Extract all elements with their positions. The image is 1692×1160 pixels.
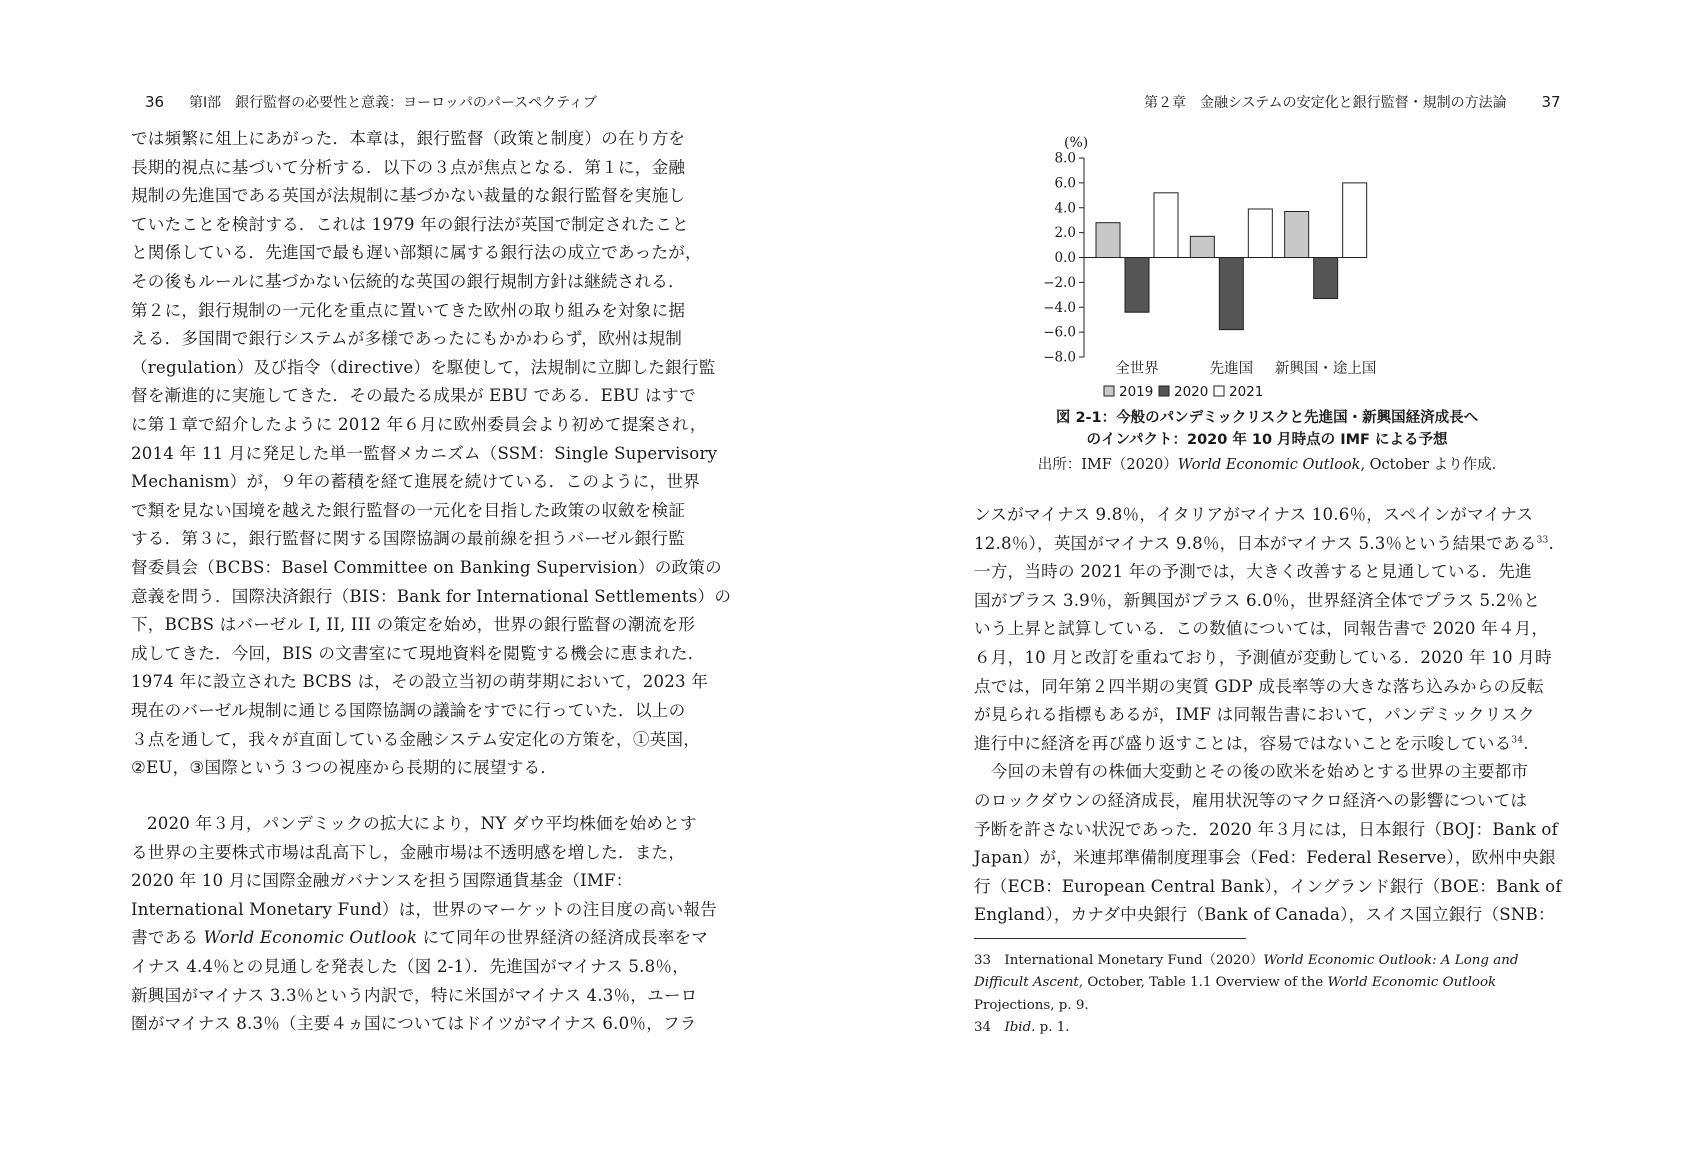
footnote-33-line-3: Projections, p. 9. (974, 997, 1089, 1013)
running-head-right: 第２章 金融システムの安定化と銀行監督・規制の方法論 (1144, 95, 1507, 111)
y-tick-label: 0.0 (1054, 250, 1076, 266)
source-title: World Economic Outlook (1177, 457, 1361, 473)
fn33-prefix: 33 International Monetary Fund（2020） (974, 953, 1264, 968)
fn33-title-3: World Economic Outlook (1327, 975, 1497, 991)
page-number-right: 37 (1541, 93, 1561, 111)
category-label: 新興国・途上国 (1274, 361, 1377, 377)
right-line-3: 一方，当時の 2021 年の予測では，大きく改善すると見通している．先進 (974, 562, 1532, 582)
footnote-rule (974, 938, 1246, 939)
para2-line-4: International Monetary Fund）は，世界のマーケットの注目度の高い報告 (131, 899, 717, 919)
para2-line-1: 2020 年３月，パンデミックの拡大により，NY ダウ平均株価を始めとす (147, 814, 697, 833)
body-line: その後もルールに基づかない伝統的な英国の銀行規制方針は継続される． (131, 272, 685, 291)
right-page (846, 0, 1692, 1160)
body-line: で類を見ない国境を越えた銀行監督の一元化を目指した政策の収斂を検証 (131, 500, 686, 520)
body-line: のロックダウンの経済成長，雇用状況等のマクロ経済への影響については (974, 791, 1528, 810)
bar-2019 (1096, 223, 1120, 258)
legend-label: 2019 (1119, 384, 1154, 400)
footnote-ref-34[interactable]: 34 (1511, 735, 1524, 746)
right-line-9-text: 進行中に経済を再び盛り返すことは，容易ではないことを示唆している (974, 733, 1512, 753)
fn34-ibid: Ibid (1004, 1020, 1032, 1036)
para2-line-8: 圏がマイナス 8.3％（主要４ヵ国についてはドイツがマイナス 6.0％，フラ (131, 1014, 697, 1034)
body-line: える．多国間で銀行システムが多様であったにもかかわらず，欧州は規制 (131, 329, 683, 349)
body-line: する．第３に，銀行監督に関する国際協調の最前線を担うバーゼル銀行監 (131, 529, 685, 549)
fn33-middle: , October, Table 1.1 Overview of the (1078, 975, 1328, 991)
body-line: 督を漸進的に実施してきた．その最たる成果が EBU である．EBU はすで (131, 386, 696, 406)
body-line: ②EU，③国際という３つの視座から長期的に展望する． (131, 758, 558, 778)
fn34-suffix: . p. 1. (1031, 1020, 1070, 1036)
right-line-9-end: . (1523, 733, 1529, 753)
body-line: 行（ECB：European Central Bank），イングランド銀行（BOE：Bank of (974, 876, 1562, 896)
category-label: 先進国 (1209, 361, 1254, 377)
fn34-prefix: 34 (974, 1020, 1005, 1036)
body-line: 2014 年 11 月に発足した単一監督メカニズム（SSM：Single Supervisory (131, 443, 718, 463)
bar-2020 (1314, 258, 1338, 299)
body-line: 現在のバーゼル規制に通じる国際協調の議論をすでに行っていた．以上の (131, 701, 686, 720)
legend-swatch-2020 (1159, 386, 1169, 396)
right-line-2-text: 12.8％），英国がマイナス 9.8％，日本がマイナス 5.3％という結果である (974, 533, 1537, 553)
body-line: 長期的視点に基づいて分析する．以下の３点が焦点となる．第１に，金融 (131, 157, 686, 177)
figure-source (974, 454, 1560, 476)
right-line-6: ６月，10 月と改訂を重ねており，予測値が変動している．2020 年 10 月時 (974, 648, 1552, 667)
running-header-left (145, 92, 597, 112)
para2-line-5-a: 書である (131, 928, 204, 948)
body-line: Mechanism）が，９年の蓄積を経て進展を続けている．このように，世界 (131, 472, 700, 492)
footnote-ref-33[interactable]: 33 (1536, 535, 1549, 546)
para2-line-2: る世界の主要株式市場は乱高下し，金融市場は不透明感を増した．また， (131, 842, 686, 862)
para2-line-7: 新興国がマイナス 3.3％という内訳で，特に米国がマイナス 4.3％，ユーロ (131, 985, 698, 1005)
body-line: 意義を問う．国際決済銀行（BIS：Bank for International Settlements）の (131, 586, 732, 606)
right-line-8: が見られる指標もあるが，IMF は同報告書において，パンデミックリスク (974, 705, 1535, 725)
bar-2021 (1343, 183, 1367, 258)
legend-swatch-2019 (1104, 386, 1114, 396)
legend-label: 2020 (1174, 384, 1209, 400)
legend-swatch-2021 (1214, 386, 1224, 396)
body-line: と関係している．先進国で最も遅い部類に属する銀行法の成立であったが， (131, 243, 702, 263)
y-axis-label: (%) (1064, 135, 1089, 151)
right-line-7: 点では，同年第２四半期の実質 GDP 成長率等の大きな落ち込みからの反転 (974, 676, 1544, 696)
body-line: 第２に，銀行規制の一元化を重点に置いてきた欧州の取り組みを対象に据 (131, 300, 686, 320)
y-tick-label: −4.0 (1043, 299, 1076, 316)
bar-2021 (1154, 193, 1178, 258)
source-prefix: 出所：IMF（2020） (1037, 457, 1178, 473)
right-line-9 (974, 730, 1560, 759)
right-line-1: ンスがマイナス 9.8％，イタリアがマイナス 10.6％，スペインがマイナス (974, 505, 1534, 524)
fn33-title-2: Difficult Ascent (974, 975, 1079, 991)
body-line: に第１章で紹介したように 2012 年６月に欧州委員会より初めて提案され， (131, 415, 707, 434)
body-line: 規制の先進国である英国が法規制に基づかない裁量的な銀行監督を実施し (131, 186, 686, 206)
right-line-2-end: . (1548, 533, 1554, 553)
y-tick-label: −8.0 (1043, 349, 1076, 366)
body-line: 1974 年に設立された BCBS は，その設立当初の萌芽期において，2023 年 (131, 672, 709, 692)
footnote-34 (974, 1017, 1560, 1039)
body-line: Japan）が，米連邦準備制度理事会（Fed：Federal Reserve），欧州中央銀 (974, 848, 1556, 868)
y-tick-label: 6.0 (1054, 175, 1076, 192)
body-line: 下，BCBS はバーゼル I, II, III の策定を始め，世界の銀行監督の潮流を形 (131, 615, 696, 635)
y-tick-label: −6.0 (1043, 324, 1076, 341)
legend-label: 2021 (1229, 384, 1264, 400)
para2-line-5-b: にて同年の世界経済の経済成長率をマ (417, 928, 709, 948)
body-line: 今回の未曽有の株価大変動とその後の欧米を始めとする世界の主要都市 (974, 762, 1529, 782)
running-head-left: 第Ⅰ部 銀行監督の必要性と意義：ヨーロッパのパースペクティブ (189, 95, 598, 111)
body-line: England），カナダ中央銀行（Bank of Canada），スイス国立銀行（SNB： (974, 905, 1555, 925)
page-number-left: 36 (145, 93, 165, 111)
figure-caption-line-2: のインパクト：2020 年 10 月時点の IMF による予想 (1086, 432, 1448, 448)
figure-caption-line-1: 図 2-1：今般のパンデミックリスクと先進国・新興国経済成長へ (1055, 410, 1479, 426)
y-tick-label: 4.0 (1054, 200, 1076, 217)
y-tick-label: 8.0 (1054, 150, 1076, 167)
para2-line-6: イナス 4.4％との見通しを発表した（図 2-1）．先進国がマイナス 5.8％， (131, 957, 689, 976)
footnote-33-line-1 (974, 950, 1560, 972)
fn33-title-1: World Economic Outlook: A Long and (1263, 953, 1519, 968)
source-suffix: , October より作成. (1360, 457, 1497, 473)
right-line-4: 国がプラス 3.9％，新興国がプラス 6.0％，世界経済全体でプラス 5.2％と (974, 590, 1541, 610)
category-label: 全世界 (1115, 361, 1159, 377)
bar-2021 (1248, 209, 1272, 258)
body-line: （regulation）及び指令（directive）を駆使して，法規制に立脚した銀行監 (131, 357, 716, 377)
body-line: ていたことを検討する．これは 1979 年の銀行法が英国で制定されたこと (131, 214, 689, 234)
bar-2020 (1125, 258, 1149, 313)
body-line: 成してきた．今回，BIS の文書室にて現地資料を閲覧する機会に恵まれた． (131, 643, 705, 663)
bar-2019 (1190, 236, 1214, 257)
body-line: ３点を通して，我々が直面している金融システム安定化の方策を，①英国， (131, 729, 700, 749)
bar-2020 (1219, 258, 1243, 330)
y-tick-label: −2.0 (1043, 274, 1076, 291)
para2-line-5-italic: World Economic Outlook (203, 928, 418, 948)
y-tick-label: 2.0 (1054, 225, 1076, 242)
para2-line-3: 2020 年 10 月に国際金融ガバナンスを担う国際通貨基金（IMF： (131, 871, 633, 891)
right-line-5: いう上昇と試算している．この数値については，同報告書で 2020 年４月， (974, 619, 1549, 639)
right-line-2 (974, 530, 1560, 559)
bar-chart (846, 0, 1692, 410)
footnote-33-line-2 (974, 972, 1560, 994)
para2-line-5 (131, 924, 716, 953)
body-line: 督委員会（BCBS：Basel Committee on Banking Supervision）の政策の (131, 558, 722, 577)
bar-2019 (1285, 211, 1309, 257)
body-line: 予断を許さない状況であった．2020 年３月には，日本銀行（BOJ：Bank of (974, 819, 1558, 839)
body-line: では頻繁に俎上にあがった．本章は，銀行監督（政策と制度）の在り方を (131, 129, 686, 148)
